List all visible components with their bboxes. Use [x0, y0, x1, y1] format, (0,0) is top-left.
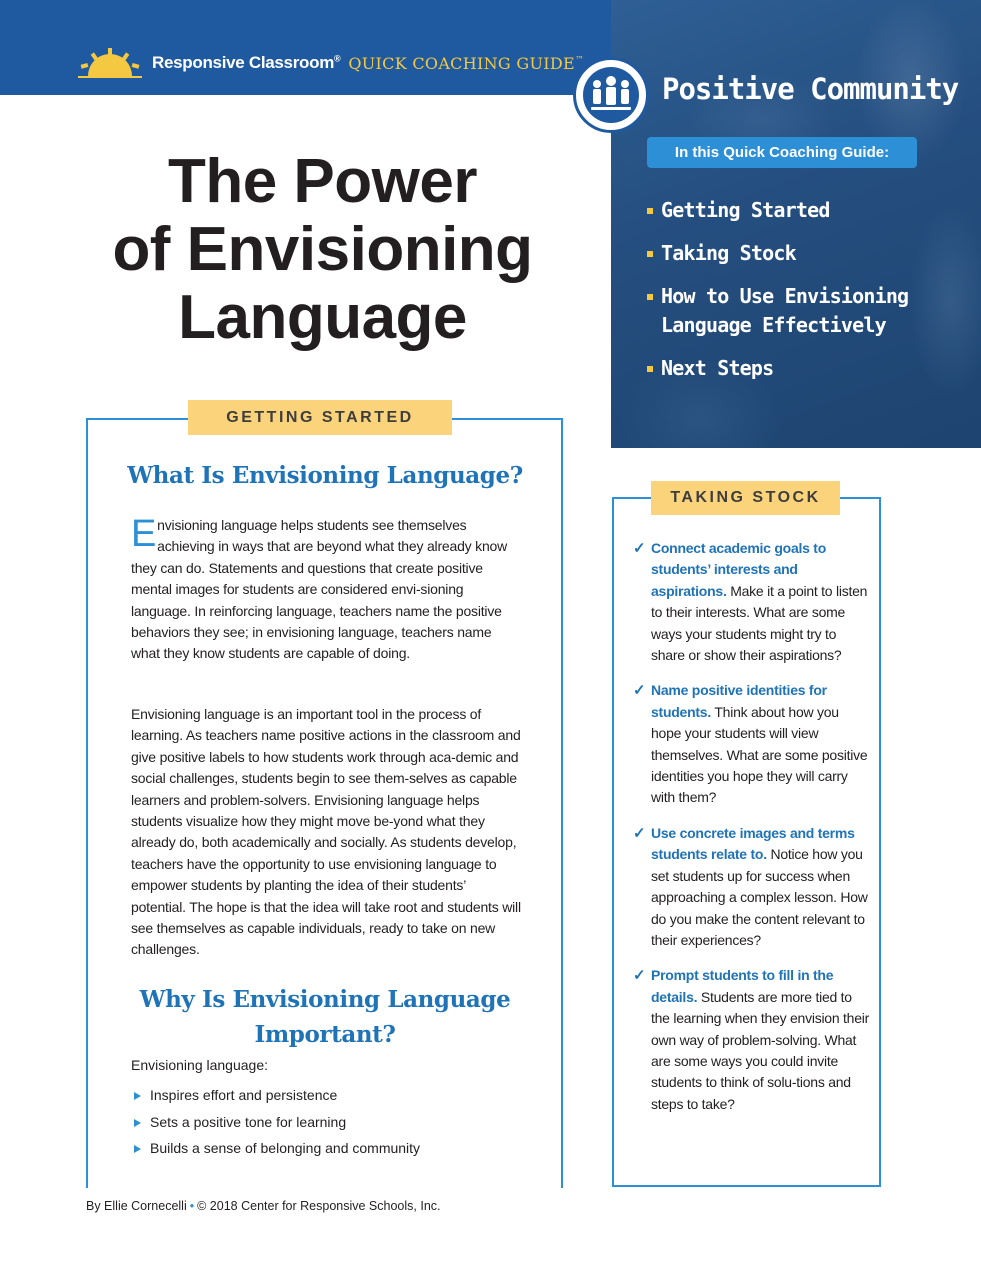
guide-series-label: QUICK COACHING GUIDE™: [348, 53, 585, 73]
community-people-icon: [573, 57, 649, 133]
body-paragraph: Envisioning language is an important tool in the process of learning. As teachers name positive actions in the classroom and give positive labels to how students work through aca-demic and social challenges, students begin to see them-selves as capable learners and problem-solvers. Envisioning language helps students visualize how they might move be-yond what they already do, both academically and socially. As students develop, teachers have the opportunity to use envisioning language to empower students by planting the idea of their students’ potential. The hope is that the idea will take root and students will see themselves as capable individuals, ready to take on new challenges.: [131, 706, 521, 958]
list-item: ✓ Name positive identities for students. Think about how you hope your students will view themselves. What are some positive identities you hope they will carry with them?: [633, 682, 868, 806]
list-item: ✓ Connect academic goals to students’ interests and aspirations. Make it a point to listen to their interests. What are some ways your students might try to share or show their aspirations?: [633, 540, 868, 664]
taking-stock-list: [633, 538, 869, 1129]
page-title: The Power of Envisioning Language: [112, 147, 533, 352]
footer-credit: By Ellie Cornecelli • © 2018 Center for Responsive Schools, Inc.: [86, 1199, 441, 1213]
list-item: ✓ Use concrete images and terms students relate to. Notice how you set students up for success when approaching a complex lesson. How do you make the content relevant to their experiences?: [633, 824, 868, 948]
brand-name: Responsive Classroom®: [152, 53, 341, 72]
check-icon: ✓: [633, 967, 646, 985]
list-item: Inspires effort and persistence: [131, 1082, 420, 1109]
guide-contents-label: In this Quick Coaching Guide:: [647, 137, 917, 168]
sunrise-logo-icon: [78, 48, 142, 78]
list-intro: Envisioning language:: [131, 1057, 268, 1073]
intro-paragraph: Envisioning language helps students see themselves achieving in ways that are beyond what they already know they can do. Statements and questions that create positive mental images for students are considered envi-sioning language. In reinforcing language, teachers name the positive behaviors they see; in envisioning language, teachers name what they know students are capable of doing.: [131, 513, 508, 662]
toc-item-taking-stock: Taking Stock: [647, 239, 967, 268]
drop-cap: E: [131, 513, 157, 555]
taking-stock-tag: TAKING STOCK: [651, 481, 840, 515]
list-item: ✓ Prompt students to fill in the details. Students are more tied to the learning when they envision their own way of problem-solving. What are some ways you could invite students to think of solu-tions and steps to take?: [633, 967, 870, 1112]
check-icon: ✓: [633, 824, 646, 842]
benefits-list: [131, 1082, 420, 1162]
toc-item-how-to-use: How to Use Envisioning Language Effectively: [647, 282, 967, 340]
check-icon: ✓: [633, 540, 646, 557]
guide-contents-list: [647, 196, 967, 397]
getting-started-tag: GETTING STARTED: [188, 400, 452, 435]
section-title: Positive Community: [662, 72, 959, 106]
toc-item-getting-started: Getting Started: [647, 196, 967, 225]
check-icon: ✓: [633, 682, 646, 700]
brand: [78, 48, 584, 78]
what-is-heading: What Is Envisioning Language?: [127, 462, 523, 489]
list-item: Sets a positive tone for learning: [131, 1109, 420, 1136]
why-important-heading: Why Is Envisioning Language Important?: [139, 986, 511, 1048]
toc-item-next-steps: Next Steps: [647, 354, 967, 383]
list-item: Builds a sense of belonging and community: [131, 1135, 420, 1162]
